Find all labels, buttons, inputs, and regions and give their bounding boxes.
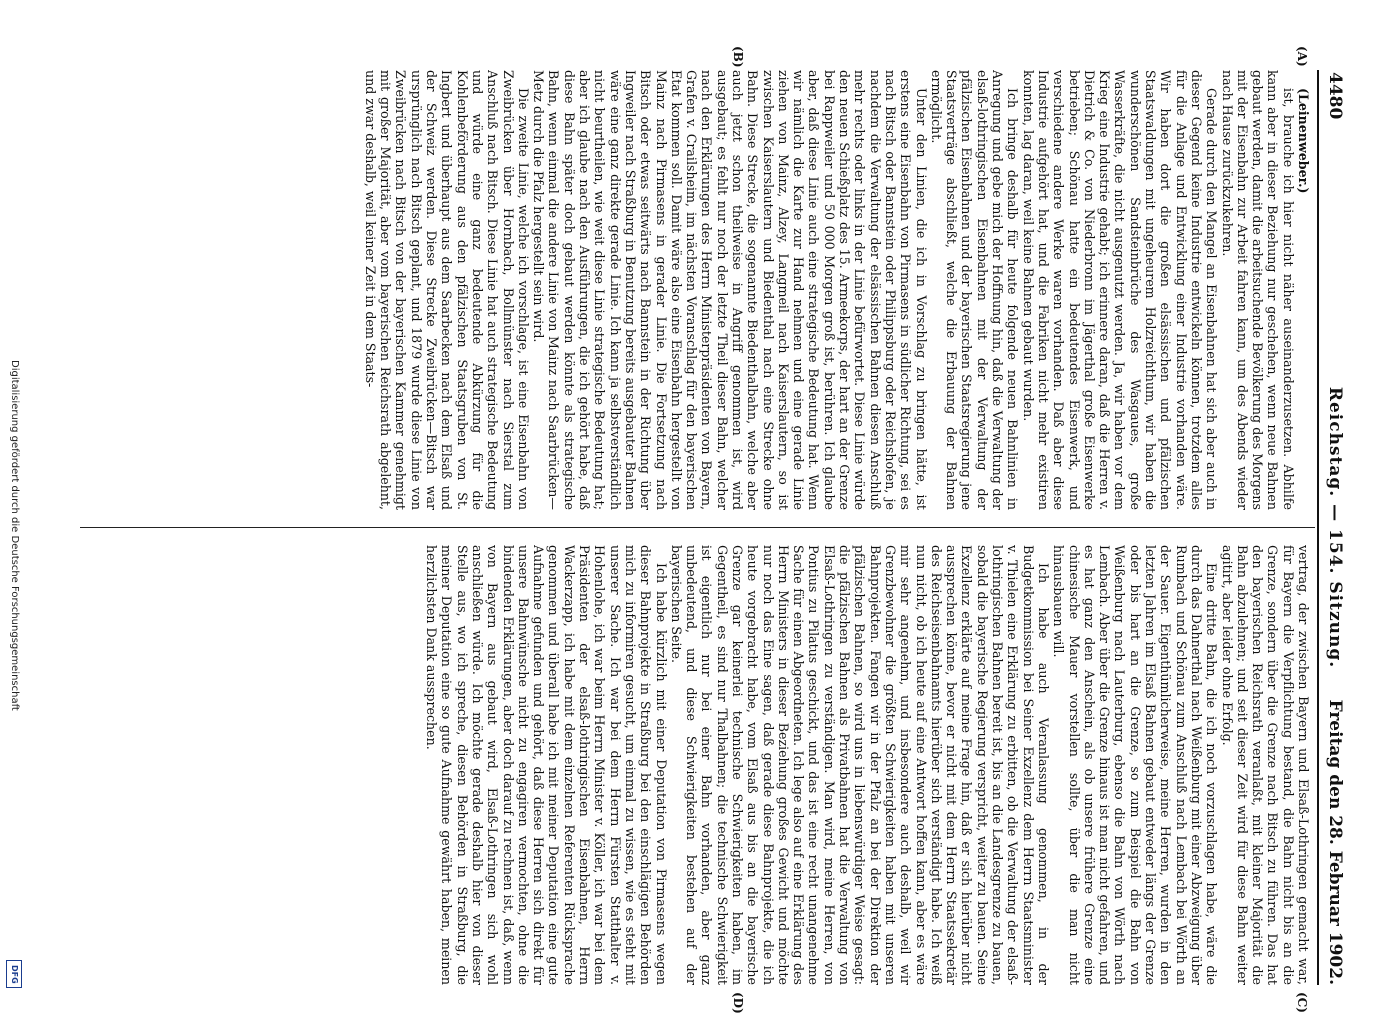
margin-mark-c: (C) xyxy=(1295,992,1309,1013)
paragraph: Ich habe kürzlich mit einer Deputation von Pirmasens wegen dieser Bahnprojekte in Straßburg bei den einschlägigen Behörden mich zu informiren gesucht, um einmal zu wissen, wie es steht mit unserer Sache. Ich war bei dem Herrn Fürsten Statthalter v. Hohenlohe, ich war beim Herrn Minister v. Köller, ich war bei dem Präsidenten der elsaß-lothringischen Eisenbahnen, Herrn Wackerzapp, ich habe mit dem einzelnen Referenten Rücksprache genommen und überall habe ich mit meiner Deputation eine gute Aufnahme gefunden und gehört, daß diese Herren sich direkt für unsere Bahnwünsche nicht zu engagiren vermochten, ohne die bindenden Erklärungen, aber doch darauf zu rechnen ist, daß, wenn von Bayern aus gebaut wird, Elsaß-Lothringen sich wohl anschließen würde. Ich möchte gerade deshalb hier von dieser Stelle aus, wo ich spreche, diesen Behörden in Straßburg, die meiner Deputation eine so gute Aufnahme gewährt haben, meinen herzlichsten Dank aussprechen. xyxy=(424,545,669,985)
paragraph: Unter den Linien, die ich in Vorschlag zu bringen hätte, ist erstens eine Eisenbahn von Pirmasens in südlicher Richtung, sei es nach Bitsch oder Bannstein oder Philippsburg oder Reichshofen, je nachdem die Verwaltung der elsässischen Bahnen diesen Anschluß mehr rechts oder links in der Linie befürwortet. Diese Linie würde den neuen Schießplatz des 15. Armeekorps, der hart an der Grenze bei Rappweiler und 50 000 Morgen groß ist, berühren. Ich glaube aber, daß diese Linie auch eine strategische Bedeutung hat. Wenn wir nämlich die Karte zur Hand nehmen und eine gerade Linie ziehen von Mainz, Alzey, Langmeil nach Kaiserslautern, so ist zwischen Kaiserslautern und Biedenthal nach eine Strecke ohne Bahn. Diese Strecke, die sogenannte Biedenthalbahn, welche aber auch jetzt schon theilweise in Angriff genommen ist, wird ausgebaut; es fehlt nur noch der letzte Theil dieser Bahn, welcher nach den Erklärungen des Herrn Ministerpräsidenten von Bayern, Grafen v. Crailsheim, im nächsten Voranschlag für den bayerischen Etat kommen soll. Damit wäre also eine Eisenbahn hergestellt von Mainz nach Pirmasens in gerader Linie. Die Fortsetzung nach Bitsch oder etwas seitwärts nach Bannstein in der Richtung über Ingweiler nach Straßburg in Benutzung bereits ausgebauter Bahnen wäre eine ganz direkte gerade Linie. Ich kann ja selbstverständlich nicht beurtheilen, wie weit diese Linie strategische Bedeutung hat; aber ich glaube nach den Ausführungen, die ich gehört habe, daß diese Bahn später doch gebaut werden könnte als strategische Bahn, wenn einmal die andere Linie von Mainz nach Saarbrücken—Metz durch die Pfalz hergestellt sein wird. xyxy=(531,70,929,510)
funding-note: Digitalisierung gefördert durch die Deutsche Forschungsgemeinschaft xyxy=(9,360,20,711)
right-column xyxy=(81,545,1311,985)
dfg-credit xyxy=(6,360,20,990)
margin-mark-b: (B) xyxy=(731,46,745,68)
margin-mark-d: (D) xyxy=(731,992,745,1014)
paragraph: Eine dritte Bahn, die ich noch vorzuschlagen habe, wäre die durch das Dahnerthal nach Weißenburg mit einer Abzweigung über Rumbach und Schönau zum Anschluß nach Lembach bei Wörth an der Sauer. Eigenthümlicherweise, meine Herren, wurden in den letzten Jahren im Elsaß Bahnen gebaut entweder längs der Grenze oder bis hart an die Grenze, so zum Beispiel die Bahn von Weißenburg nach Lauterburg, ebenso die Bahn von Wörth nach Lembach. Aber über die Grenze hinaus ist man nicht gefahren, und es hat ganz den Anschein, als ob unsere frühere Grenze eine chinesische Mauer vorstellen sollte, über die man nicht hinausbauen will. xyxy=(1051,545,1220,985)
paragraph: vertrag, der zwischen Bayern und Elsaß-Lothringen gemacht war, für Bayern die Verpflichtung bestand, die Bahn nicht bis an die Grenze, sondern über die Grenze nach Bitsch zu führen. Das hat den bayerischen Reichsrath veranlaßt, mit kleiner Majorität die Bahn abzulehnen; und seit dieser Zeit wird für diese Bahn weiter agitirt, aber leider ohne Erfolg. xyxy=(1219,545,1311,985)
rotated-page xyxy=(70,46,1345,1014)
margin-mark-a: (A) xyxy=(1295,46,1309,67)
page-title: Reichstag. — 154. Sitzung. xyxy=(1325,386,1345,669)
speaker-name: (Leinenweber.) xyxy=(1296,88,1311,194)
dfg-logo: DFG xyxy=(6,960,22,988)
paragraph: Gerade durch den Mangel an Eisenbahnen hat sich aber auch in dieser Gegend keine Industrie entwickeln können, trotzdem alles für die Anlage und Entwicklung einer Industrie vorhanden wäre. Wir haben dort die großen elsässischen und pfälzischen Staatswaldungen mit ungeheurem Holzreichthum, wir haben die wunderschönen Sandsteinbrüche des Wasgaues, große Wasserkräfte, die nicht ausgenutzt werden. Ja, wir haben vor dem Krieg eine Industrie gehabt; ich erinnere daran, daß die Herren v. Dietrich & Co. von Niederbronn im Jägerthal große Eisenwerke betrieben; Schönau hatte ein bedeutendes Eisenwerk, und verschiedene andere Werke waren vorhanden. Daß aber diese Industrie aufgehört hat, und die Fabriken nicht mehr existiren konnten, lag daran, weil keine Bahnen gebaut wurden. xyxy=(1020,70,1220,510)
session-date: Freitag den 28. Februar 1902. xyxy=(1325,699,1345,985)
header-rule xyxy=(1317,70,1319,985)
paragraph: Ich habe auch Veranlassung genommen, in der Budgetkommission bei Seiner Exzellenz dem Herrn Staatsminister v. Thielen eine Erklärung zu erbitten, ob die Verwaltung der elsaß-lothringischen Bahnen bereit ist, bis an die Landesgrenze zu bauen, sobald die bayerische Regierung verspricht, weiter zu bauen. Seine Exzellenz erklärte auf meine Frage hin, daß er sich hierüber nicht aussprechen könne, bevor er nicht mit dem Herrn Staatssekretär des Reichseisenbahnamts hierüber sich verständigt habe. Ich weiß nun nicht, ob ich heute auf eine Antwort hoffen kann, aber es wäre mir sehr angenehm, und insbesondere auch deshalb, weil wir Grenzbewohner die größten Schwierigkeiten haben mit unseren Bahnprojekten. Fangen wir in der Pfalz an bei der Direktion der pfälzischen Bahnen, so wird uns in liebenswürdiger Weise gesagt: die pfälzischen Bahnen als Privatbahnen hat die Verwaltung von Elsaß-Lothringen zu verständigen. Man wird, meine Herren, von Pontius zu Pilatus geschickt, und das ist eine recht unangenehme Sache für einen Abgeordneten. Ich lege also auf eine Erklärung des Herrn Ministers in dieser Beziehung großes Gewicht und möchte nur noch das Eine sagen, daß gerade diese Bahnprojekte, die ich heute vorgebracht habe, vom Elsaß aus bis an die bayerische Grenze gar keinerlei technische Schwierigkeiten haben, im Gegentheil, es sind nur Thalbahnen; die technische Schwierigkeit ist eigentlich nur bei einer Bahn vorhanden, aber ganz unbedeutend, und diese Schwierigkeiten bestehen auf der bayerischen Seite. xyxy=(668,545,1051,985)
left-column xyxy=(81,70,1311,510)
page-header xyxy=(1319,70,1345,985)
paragraph: Die zweite Linie, welche ich vorschlage, ist eine Eisenbahn von Zweibrücken über Hornbach, Bollmünster nach Sierstal zum Anschluß nach Bitsch. Diese Linie hat auch strategische Bedeutung und würde eine ganz bedeutende Abkürzung für die Kohlenbeförderung aus den pfälzischen Staatsgruben von St. Ingbert und überhaupt aus dem Saarbecken nach dem Elsaß und der Schweiz werden. Diese Strecke Zweibrücken—Bitsch war ursprünglich nach Bitsch geplant, und 1879 wurde diese Linie von Zweibrücken nach Bitsch von der bayerischen Kammer genehmigt mit großer Majorität, aber vom bayerischen Reichsrath abgelehnt, und zwar deshalb, weil keiner Zeit in dem Staats- xyxy=(362,70,531,510)
page-number: 4480 xyxy=(1325,72,1345,120)
column-divider xyxy=(80,527,1315,528)
paragraph: ist, brauche ich hier nicht näher auseinanderzusetzen. Abhilfe kann aber in dieser Beziehung nur geschehen, wenn neue Bahnen gebaut werden, damit die arbeitsuchende Bevölkerung des Morgens mit der Eisenbahn zur Arbeit fahren kann, um des Abends wieder nach Hause zurückzukehren. xyxy=(1219,70,1296,510)
paragraph: Ich bringe deshalb für heute folgende neuen Bahnlinien in Anregung und gebe mich der Hoffnung hin, daß die Verwaltung der elsaß-lothringischen Eisenbahnen mit der Verwaltung der pfälzischen Eisenbahnen und der bayerischen Staatsregierung jene Staatsverträge abschließt, welche die Erbauung der Bahnen ermöglicht. xyxy=(928,70,1021,510)
